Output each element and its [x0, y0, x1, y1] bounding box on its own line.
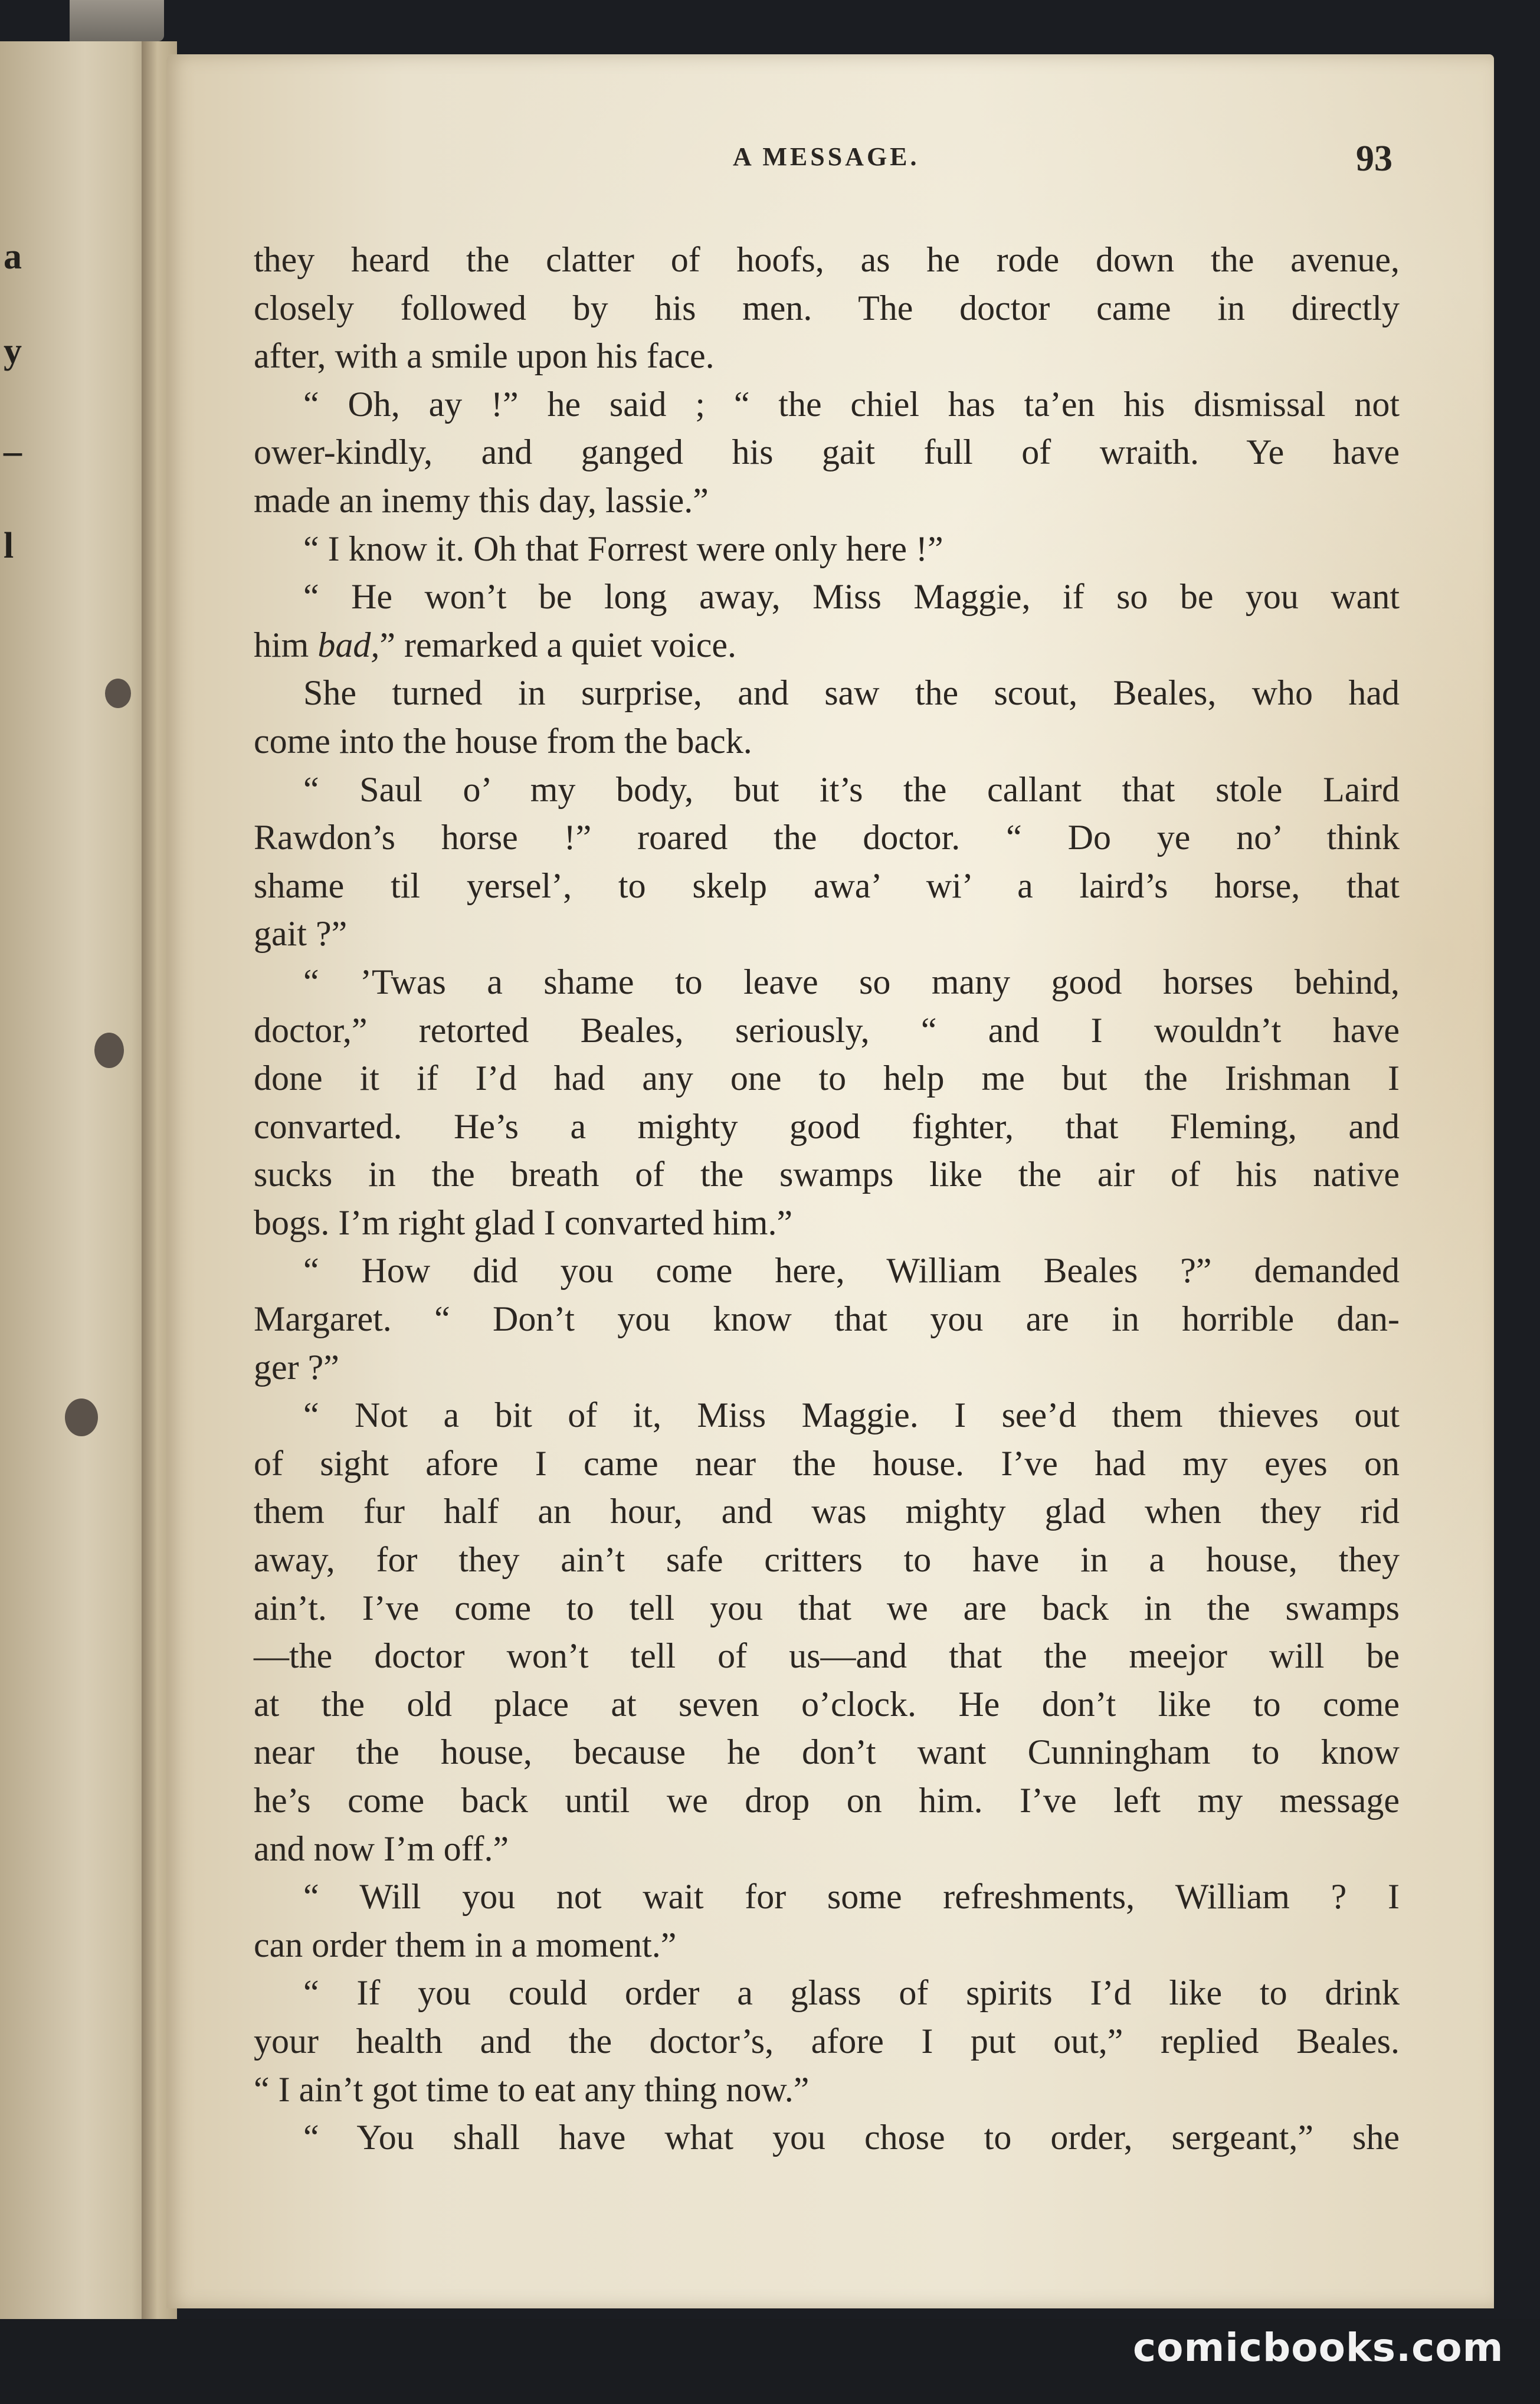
text-line: closely followed by his men. The doctor came in directly [254, 288, 1400, 327]
text-line: shame til yersel’, to skelp awa’ wi’ a laird’s horse, that [254, 866, 1400, 905]
text-line: at the old place at seven o’clock. He don’t like to come [254, 1684, 1400, 1724]
text-line: Margaret. “ Don’t you know that you are in horrible dan- [254, 1299, 1400, 1339]
text-line: sucks in the breath of the swamps like the air of his native [254, 1155, 1400, 1194]
text-line: “ You shall have what you chose to order, sergeant,” she [303, 2118, 1400, 2157]
text-line: “ He won’t be long away, Miss Maggie, if so be you want [303, 577, 1400, 617]
page-number: 93 [1356, 139, 1392, 179]
text-line: and now I’m off.” [254, 1829, 509, 1868]
text-line: done it if I’d had any one to help me but the Irishman I [254, 1059, 1400, 1098]
text-line: bogs. I’m right glad I convarted him.” [254, 1203, 793, 1242]
text-line: doctor,” retorted Beales, seriously, “ and I wouldn’t have [254, 1010, 1400, 1050]
text-line: “ Not a bit of it, Miss Maggie. I see’d them thieves out [303, 1396, 1400, 1435]
book-spine [70, 0, 164, 41]
text-line: —the doctor won’t tell of us—and that the meejor will be [254, 1636, 1400, 1676]
page-tear [65, 1398, 98, 1436]
text-line: ger ?” [254, 1347, 339, 1387]
body-text [254, 236, 1400, 2162]
text-line: She turned in surprise, and saw the scout, Beales, who had [303, 673, 1400, 713]
left-margin-mark: – [4, 431, 22, 471]
text-line: after, with a smile upon his face. [254, 336, 715, 376]
text-line: of sight afore I came near the house. I’ve had my eyes on [254, 1443, 1400, 1483]
text-line: “ ’Twas a shame to leave so many good horses behind, [303, 962, 1400, 1001]
left-margin-mark: y [4, 331, 22, 371]
text-line: “ I ain’t got time to eat any thing now.” [254, 2069, 810, 2109]
text-line: can order them in a moment.” [254, 1925, 677, 1964]
text-line: them fur half an hour, and was mighty glad when they rid [254, 1492, 1400, 1531]
text-line: ain’t. I’ve come to tell you that we are back in the swamps [254, 1588, 1400, 1627]
text-line: “ How did you come here, William Beales ?” demanded [303, 1251, 1400, 1291]
text-line: “ Will you not wait for some refreshments, William ? I [303, 1877, 1400, 1917]
text-line: “ I know it. Oh that Forrest were only here !” [303, 529, 943, 568]
page-tear [105, 679, 131, 708]
left-facing-page [0, 41, 155, 2319]
running-head [166, 139, 1494, 189]
text-line: gait ?” [254, 914, 348, 954]
text-line: near the house, because he don’t want Cunningham to know [254, 1732, 1400, 1772]
text-line: Rawdon’s horse !” roared the doctor. “ Do ye no’ think [254, 818, 1400, 857]
text-line: he’s come back until we drop on him. I’ve left my message [254, 1781, 1400, 1820]
chapter-title: A MESSAGE. [733, 142, 920, 171]
page-tear [94, 1033, 124, 1068]
text-line: him bad,” remarked a quiet voice. [254, 625, 737, 664]
watermark: comicbooks.com [1133, 2325, 1504, 2370]
left-margin-mark: l [4, 526, 14, 566]
text-line: “ Saul o’ my body, but it’s the callant that stole Laird [303, 769, 1400, 809]
text-line: “ If you could order a glass of spirits I’d like to drink [303, 1973, 1400, 2013]
text-line: convarted. He’s a mighty good fighter, that Fleming, and [254, 1106, 1400, 1146]
text-line: away, for they ain’t safe critters to have in a house, they [254, 1540, 1400, 1580]
left-margin-mark: a [4, 237, 22, 277]
text-line: ower-kindly, and ganged his gait full of wraith. Ye have [254, 433, 1400, 472]
text-line: “ Oh, ay !” he said ; “ the chiel has ta’en his dismissal not [303, 384, 1400, 424]
book-page [166, 54, 1494, 2308]
text-line: made an inemy this day, lassie.” [254, 480, 709, 520]
text-line: come into the house from the back. [254, 721, 752, 761]
text-line: they heard the clatter of hoofs, as he rode down the avenue, [254, 240, 1400, 279]
text-line: your health and the doctor’s, afore I put out,” replied Beales. [254, 2021, 1400, 2061]
